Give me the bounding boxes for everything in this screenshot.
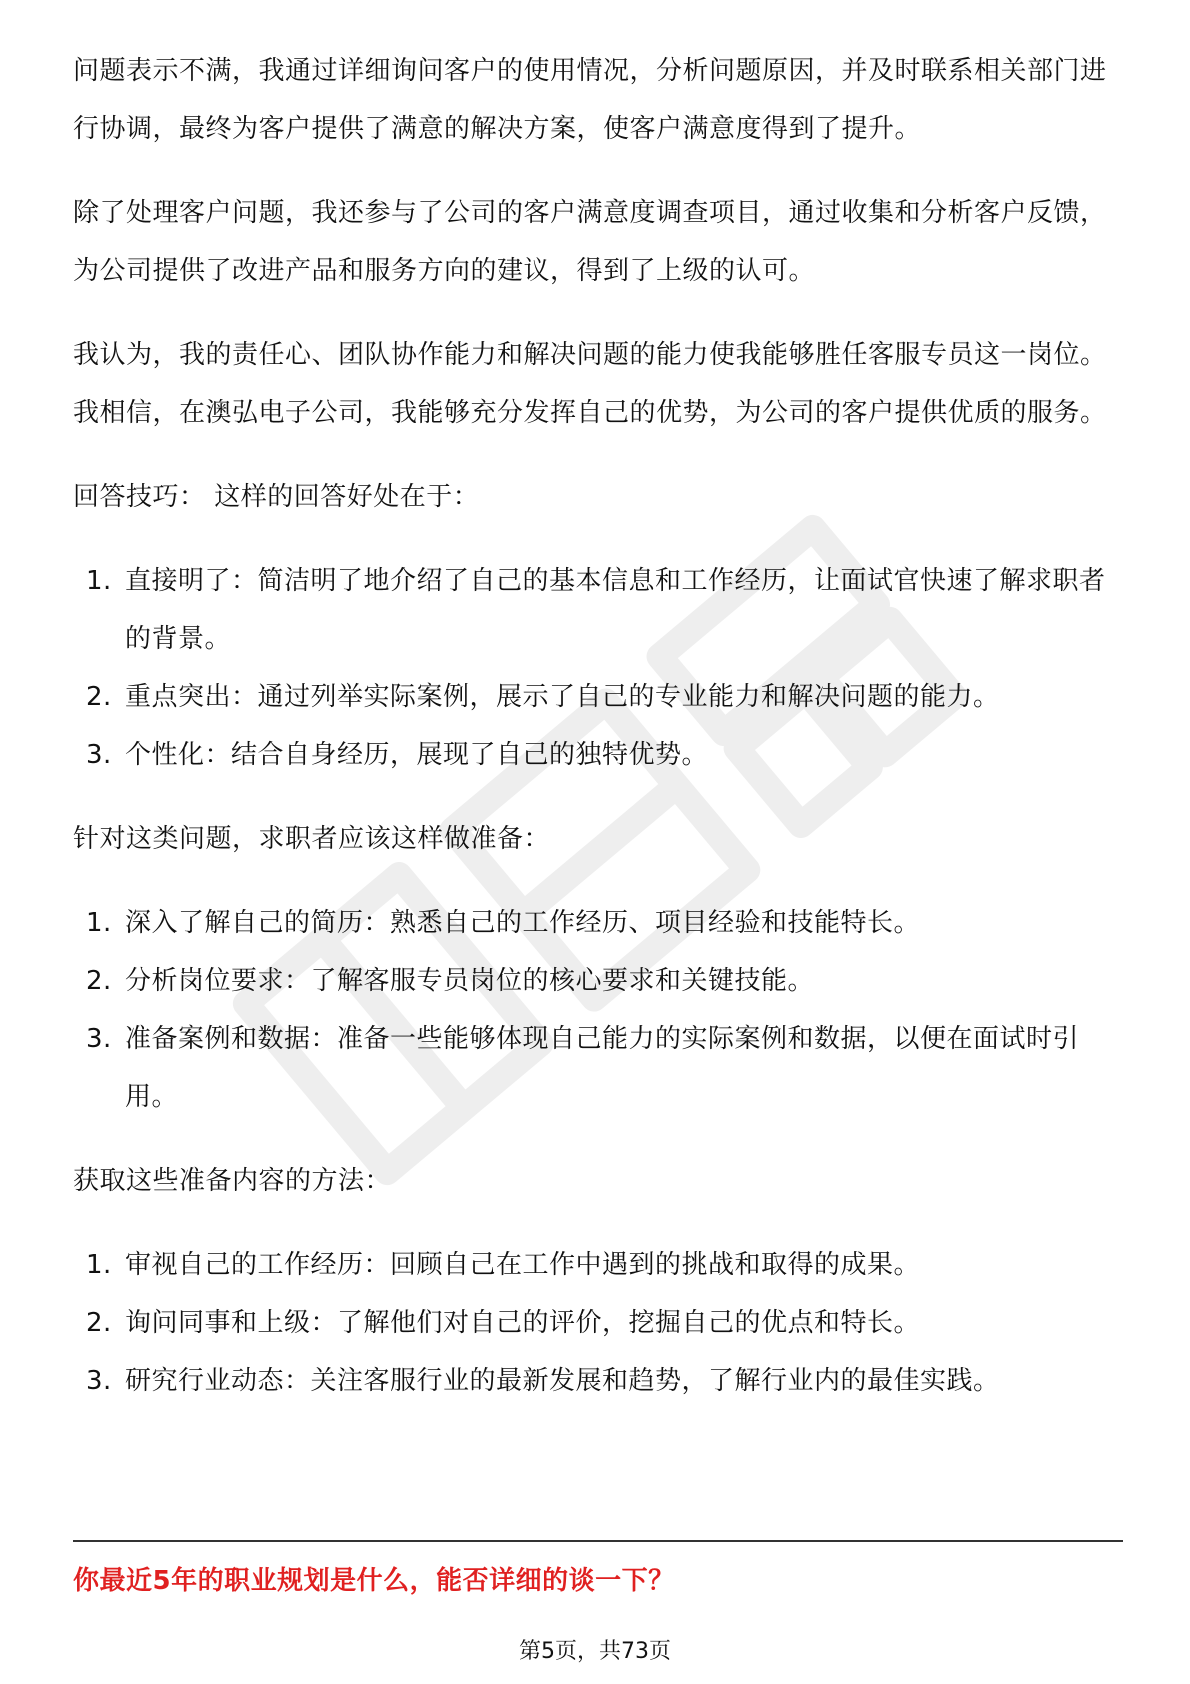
list-item: [73, 1010, 1123, 1126]
next-question-heading: 你最近5年的职业规划是什么，能否详细的谈一下？: [73, 1566, 675, 1596]
methods-list: [73, 1236, 1123, 1410]
list-item-text: 分析岗位要求：了解客服专员岗位的核心要求和关键技能。: [125, 966, 815, 996]
list-number: 2.: [86, 682, 112, 712]
section-divider: [73, 1540, 1123, 1542]
list-item-text: 审视自己的工作经历：回顾自己在工作中遇到的挑战和取得的成果。: [125, 1250, 921, 1280]
list-item-text: 询问同事和上级：了解他们对自己的评价，挖掘自己的优点和特长。: [125, 1308, 921, 1338]
list-number: 1.: [86, 908, 112, 938]
list-number: 3.: [86, 1024, 112, 1054]
document-body: [73, 42, 1123, 1436]
list-item: [73, 1352, 1123, 1410]
tips-heading: 回答技巧： 这样的回答好处在于：: [73, 482, 480, 512]
list-item: [73, 1236, 1123, 1294]
list-item-text: 准备案例和数据：准备一些能够体现自己能力的实际案例和数据，以便在面试时引用。: [125, 1024, 1080, 1112]
list-item-text: 直接明了：简洁明了地介绍了自己的基本信息和工作经历，让面试官快速了解求职者的背景。: [125, 566, 1106, 654]
list-item: [73, 1294, 1123, 1352]
list-number: 1.: [86, 566, 112, 596]
paragraph-3: 我认为，我的责任心、团队协作能力和解决问题的能力使我能够胜任客服专员这一岗位。我相信，在澳弘电子公司，我能够充分发挥自己的优势，为公司的客户提供优质的服务。: [73, 340, 1107, 428]
tips-list: [73, 552, 1123, 784]
list-item: [73, 726, 1123, 784]
list-item: [73, 894, 1123, 952]
prep-heading: 针对这类问题，求职者应该这样做准备：: [73, 824, 551, 854]
list-item: [73, 668, 1123, 726]
list-item-text: 研究行业动态：关注客服行业的最新发展和趋势，了解行业内的最佳实践。: [125, 1366, 1000, 1396]
list-number: 2.: [86, 1308, 112, 1338]
list-number: 2.: [86, 966, 112, 996]
paragraph-2: 除了处理客户问题，我还参与了公司的客户满意度调查项目，通过收集和分析客户反馈，为公司提供了改进产品和服务方向的建议，得到了上级的认可。: [73, 198, 1107, 286]
prep-list: [73, 894, 1123, 1126]
list-number: 3.: [86, 740, 112, 770]
list-item-text: 个性化：结合自身经历，展现了自己的独特优势。: [125, 740, 709, 770]
list-item-text: 重点突出：通过列举实际案例，展示了自己的专业能力和解决问题的能力。: [125, 682, 1000, 712]
list-number: 3.: [86, 1366, 112, 1396]
paragraph-1: 问题表示不满，我通过详细询问客户的使用情况，分析问题原因，并及时联系相关部门进行协调，最终为客户提供了满意的解决方案，使客户满意度得到了提升。: [73, 56, 1107, 144]
list-item: [73, 552, 1123, 668]
methods-heading: 获取这些准备内容的方法：: [73, 1166, 392, 1196]
page-footer: 第5页，共73页: [519, 1639, 671, 1664]
list-item: [73, 952, 1123, 1010]
list-item-text: 深入了解自己的简历：熟悉自己的工作经历、项目经验和技能特长。: [125, 908, 921, 938]
list-number: 1.: [86, 1250, 112, 1280]
